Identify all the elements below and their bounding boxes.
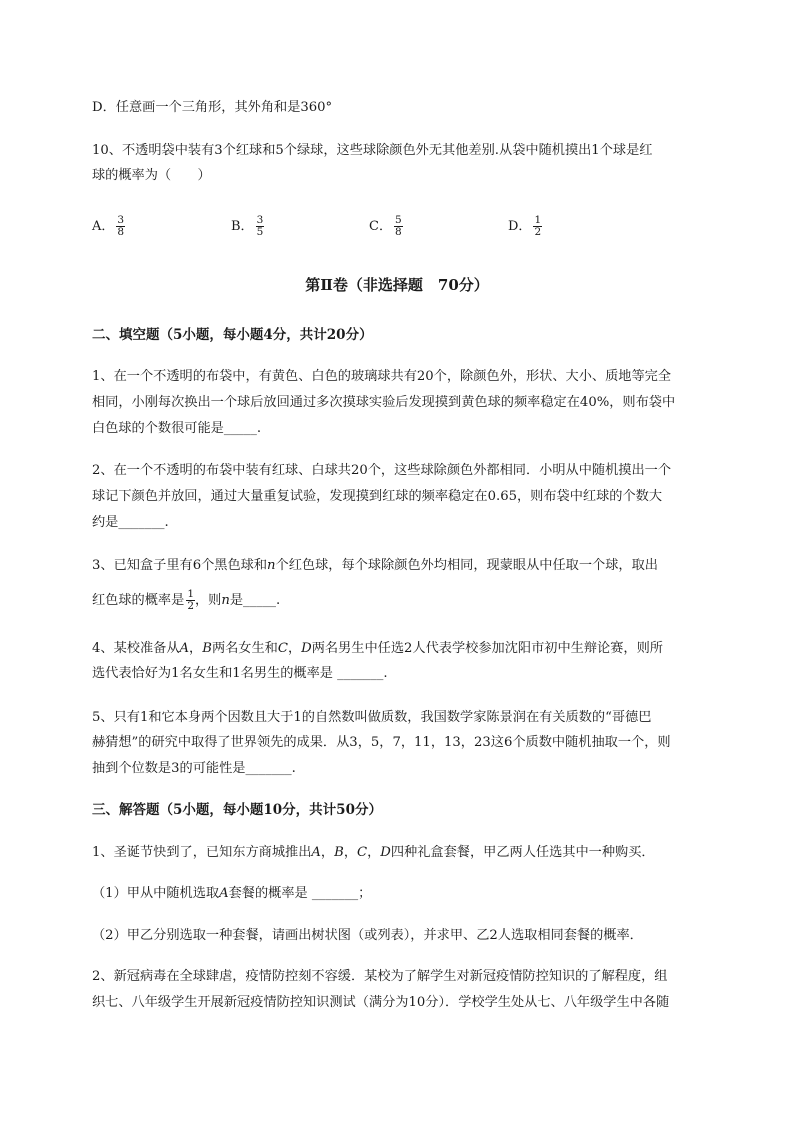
- fill-q2-line-3: 约是_______.: [92, 515, 169, 530]
- variable-n: n: [267, 558, 276, 573]
- option-label: D．: [508, 219, 532, 234]
- fraction-numerator: 3: [256, 214, 264, 226]
- fraction-denominator: 8: [394, 226, 402, 238]
- fraction-denominator: 8: [117, 226, 125, 238]
- q10-line-2: 球的概率为（ ）: [92, 168, 211, 183]
- text: 红色球的概率是: [92, 593, 185, 608]
- fill-q1-line-3: 白色球的个数很可能是_____.: [92, 421, 262, 436]
- fraction-numerator: 5: [394, 214, 402, 226]
- solve-q1-sub-1: [92, 884, 742, 904]
- text: ，: [320, 845, 335, 860]
- variable-d: D: [301, 641, 312, 656]
- text: ，: [367, 845, 381, 860]
- text: 1、圣诞节快到了，已知东方商城推出: [92, 845, 312, 860]
- text: ，: [343, 845, 357, 860]
- probability-fraction: [186, 589, 195, 612]
- option-fraction: [116, 215, 125, 238]
- q10-option-c: [369, 215, 403, 238]
- part-two-title: 第Ⅱ卷（非选择题 70分）: [305, 276, 489, 294]
- solve-q2-line-2: 织七、八年级学生开展新冠疫情防控知识测试（满分为10分）．学校学生处从七、八年级学生中各随: [92, 995, 670, 1010]
- q10-option-d: [508, 215, 542, 238]
- variable-c: C: [277, 641, 288, 656]
- text: 是_____.: [229, 593, 281, 608]
- q10-option-a: [92, 215, 125, 238]
- q9-option-d: D．任意画一个三角形，其外角和是360°: [92, 100, 333, 115]
- variable-d: D: [380, 845, 391, 860]
- option-label: A．: [92, 219, 115, 234]
- text: 3、已知盒子里有6个黑色球和: [92, 558, 268, 573]
- fill-q2-line-2: 球记下颜色并放回，通过大量重复试验，发现摸到红球的频率稳定在0.65，则布袋中红球的个数大: [92, 489, 663, 504]
- fraction-denominator: 5: [256, 226, 264, 238]
- variable-b: B: [202, 641, 212, 656]
- fill-in-heading: 二、填空题（5小题，每小题4分，共计20分）: [92, 327, 373, 343]
- q10-option-b: [231, 215, 264, 238]
- text: ，: [287, 641, 302, 656]
- fill-q1-line-2: 相同，小刚每次换出一个球后放回通过多次摸球实验后发现摸到黄色球的频率稳定在40%，则布袋中: [92, 395, 676, 410]
- variable-a: A: [311, 845, 321, 860]
- fill-q2-line-1: 2、在一个不透明的布袋中装有红球、白球共20个，这些球除颜色外都相同．小明从中随机摸出一个: [92, 463, 672, 478]
- q10-line-1: 10、不透明袋中装有3个红球和5个绿球，这些球除颜色外无其他差别.从袋中随机摸出1个球是红: [92, 143, 653, 158]
- text: 个红色球，每个球除颜色外均相同，现蒙眼从中任取一个球，取出: [275, 558, 658, 573]
- fill-q3-line-2: [92, 589, 742, 612]
- text: ，则: [195, 593, 222, 608]
- text: 4、某校准备从: [92, 641, 180, 656]
- option-label: C．: [369, 219, 392, 234]
- fill-q1-line-1: 1、在一个不透明的布袋中，有黄色、白色的玻璃球共有20个，除颜色外，形状、大小、质地等完全: [92, 369, 672, 384]
- fill-q5-line-3: 抽到个位数是3的可能性是_______.: [92, 761, 296, 776]
- fill-q5-line-2: 赫猜想”的研究中取得了世界领先的成果．从3，5，7，11，13，23这6个质数中随机抽取一个，则: [92, 735, 671, 750]
- fill-q5-line-1: 5、只有1和它本身两个因数且大于1的自然数叫做质数，我国数学家陈景润在有关质数的“哥德巴: [92, 710, 652, 725]
- fill-q4-line-1: [92, 639, 742, 659]
- fraction-numerator: 1: [534, 214, 542, 226]
- fill-q3-line-1: [92, 556, 742, 576]
- text: （1）甲从中随机选取: [92, 886, 220, 901]
- text: 两名男生中任选2人代表学校参加沈阳市初中生辩论赛，则所: [311, 641, 663, 656]
- variable-a: A: [219, 886, 229, 901]
- text: 四种礼盒套餐，甲乙两人任选其中一种购买．: [390, 845, 655, 860]
- fraction-numerator: 1: [187, 588, 194, 600]
- option-fraction: [394, 215, 403, 238]
- solve-q1-line-1: [92, 843, 742, 863]
- variable-a: A: [179, 641, 190, 656]
- variable-c: C: [357, 845, 368, 860]
- solve-heading: 三、解答题（5小题，每小题10分，共计50分）: [92, 802, 382, 818]
- variable-n: n: [221, 593, 230, 608]
- solve-q2-line-1: 2、新冠病毒在全球肆虐，疫情防控刻不容缓．某校为了解学生对新冠疫情防控知识的了解程度，组: [92, 969, 668, 984]
- fill-q4-line-2: 选代表恰好为1名女生和1名男生的概率是 _______.: [92, 666, 388, 681]
- text: 套餐的概率是 _______；: [228, 886, 372, 901]
- text: 两名女生和: [211, 641, 278, 656]
- variable-b: B: [334, 845, 344, 860]
- fraction-denominator: 2: [534, 226, 542, 238]
- fraction-numerator: 3: [117, 214, 125, 226]
- option-fraction: [533, 215, 542, 238]
- text: ，: [189, 641, 203, 656]
- fraction-denominator: 2: [187, 600, 194, 612]
- solve-q1-sub-2: （2）甲乙分别选取一种套餐，请画出树状图（或列表），并求甲、乙2人选取相同套餐的概率．: [92, 928, 643, 943]
- option-label: B．: [231, 219, 254, 234]
- option-fraction: [256, 215, 265, 238]
